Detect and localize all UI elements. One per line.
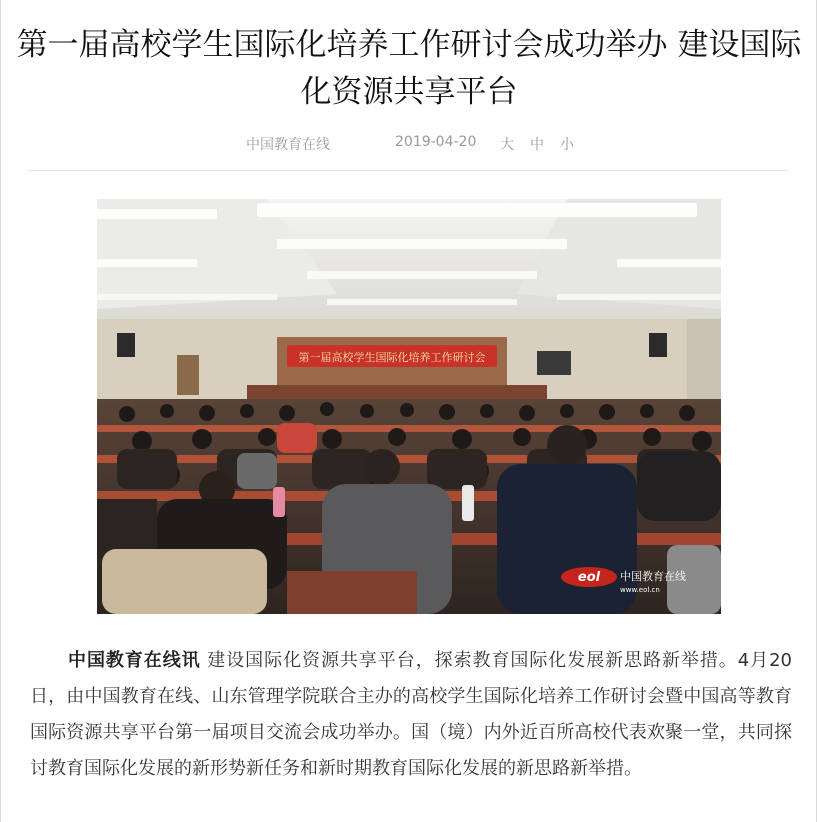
font-size-large-button[interactable]: 大 <box>500 137 514 153</box>
article-source: 中国教育在线 <box>246 137 330 153</box>
article-title: 第一届高校学生国际化培养工作研讨会成功举办 建设国际化资源共享平台 <box>16 27 802 110</box>
watermark-url: www.eol.cn <box>620 586 660 594</box>
article-lead: 中国教育在线讯 <box>68 650 201 671</box>
article-date: 2019-04-20 <box>395 134 477 150</box>
article-body-text: 建设国际化资源共享平台，探索教育国际化发展新思路新举措。4月20日，由中国教育在线、山东管理学院联合主办的高校学生国际化培养工作研讨会暨中国高等教育国际资源共享平台第一届项目交流会成功举办。国（境）内外近百所高校代表欢聚一堂，共同探讨教育国际化发展的新形势新任务和新时期教育国际化发展的新思路新举措。 <box>30 650 792 779</box>
font-size-medium-button[interactable]: 中 <box>530 137 544 153</box>
font-size-small-button[interactable]: 小 <box>560 137 574 153</box>
banner-text: 第一届高校学生国际化培养工作研讨会 <box>298 351 486 364</box>
header-divider <box>28 170 788 171</box>
watermark-logo: eol <box>577 570 601 585</box>
watermark-text: 中国教育在线 <box>620 570 686 583</box>
article-photo <box>97 199 721 614</box>
conference-photo <box>97 199 721 614</box>
article-body <box>30 643 792 787</box>
page-border-left <box>0 0 1 822</box>
